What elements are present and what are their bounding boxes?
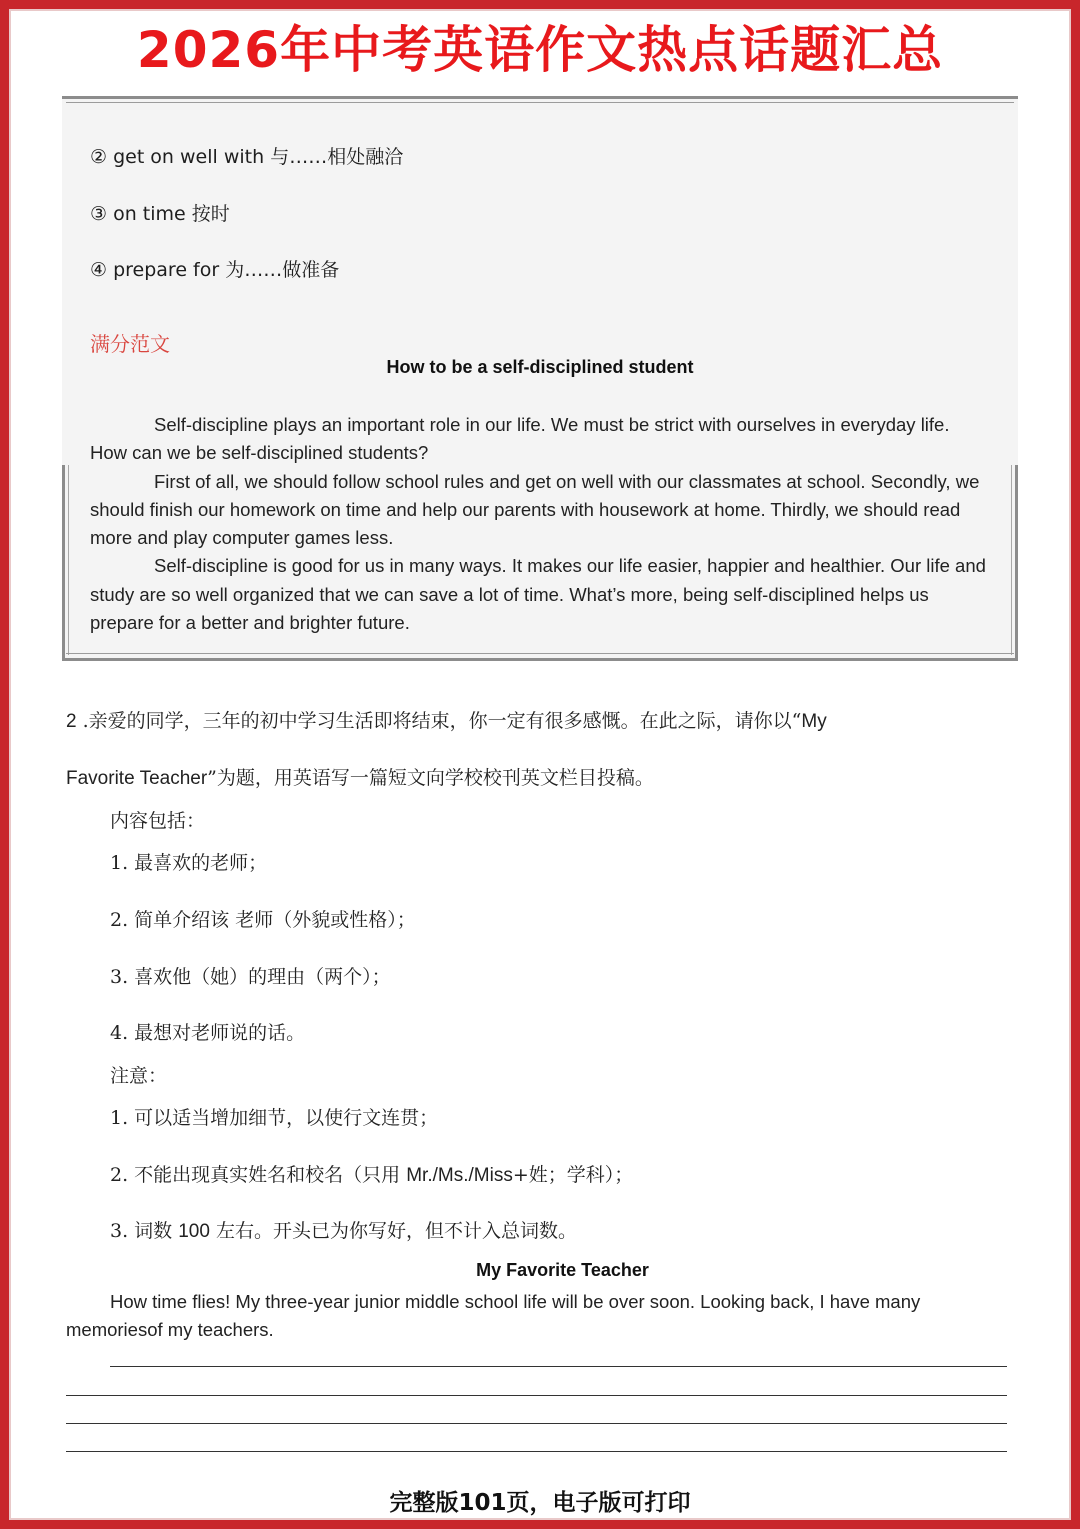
essay-paragraph: Self-discipline is good for us in many ways. It makes our life easier, happier and healthier. Our life and study are so well organized that we can save a lot of time. What’s more, being self-disciplined helps us prepare for a better and brighter future. <box>90 555 986 634</box>
note-text: 2. 不能出现真实姓名和校名（只用 <box>110 1164 407 1186</box>
question-topic: Favorite Teacher <box>66 768 208 789</box>
box-bottom-border <box>62 658 1018 661</box>
model-essay-label: 满分范文 <box>90 332 170 356</box>
question-line-2 <box>66 765 654 792</box>
note-text-en: 100 <box>178 1221 210 1242</box>
box-left-border-inner <box>68 465 69 655</box>
note-item <box>110 1162 633 1189</box>
phrase-item: ② get on well with 与……相处融洽 <box>90 146 404 168</box>
page-title: 2026年中考英语作文热点话题汇总 <box>136 21 944 79</box>
essay-paragraph: First of all, we should follow school rules and get on well with our classmates at school. Secondly, we should finish our homework on time and help our parents with housework at home. Thirdly, we should read more and play computer games less. <box>90 470 980 549</box>
essay-body <box>90 411 990 637</box>
writing-line <box>66 1395 1007 1396</box>
box-top-border-inner <box>66 102 1014 103</box>
question-text-cn: ”为题，用英语写一篇短文向学校校刊英文栏目投稿。 <box>207 767 654 789</box>
question-number: 2 <box>66 711 77 732</box>
content-item: 3. 喜欢他（她）的理由（两个）； <box>110 966 391 988</box>
essay-paragraph: Self-discipline plays an important role in our life. We must be strict with ourselves in everyday life. How can we be self-disciplined students? <box>90 414 950 464</box>
writing-line <box>110 1366 1007 1367</box>
essay-title: How to be a self-disciplined student <box>386 357 694 377</box>
note-text-en: Mr./Ms./Miss <box>406 1165 513 1186</box>
box-left-border <box>62 465 65 661</box>
sample-paragraph: How time flies! My three-year junior middle school life will be over soon. Looking back, I have many memoriesof my teachers. <box>66 1291 921 1341</box>
note-text: 左右。开头已为你写好，但不计入总词数。 <box>209 1220 577 1242</box>
note-item: 1. 可以适当增加细节，以使行文连贯； <box>110 1107 439 1129</box>
phrase-item: ④ prepare for 为……做准备 <box>90 259 340 281</box>
phrase-item: ③ on time 按时 <box>90 203 230 225</box>
box-right-border-inner <box>1011 465 1012 655</box>
question-text-cn: .亲爱的同学，三年的初中学习生活即将结束，你一定有很多感慨。在此之际，请你以“ <box>82 710 802 732</box>
sample-title: My Favorite Teacher <box>476 1260 649 1280</box>
box-right-border <box>1015 465 1018 661</box>
box-bottom-border-inner <box>66 653 1014 654</box>
writing-line <box>66 1423 1007 1424</box>
note-item <box>110 1218 577 1245</box>
question-text-en: My <box>801 711 827 732</box>
content-item: 4. 最想对老师说的话。 <box>110 1022 306 1044</box>
question-line-1 <box>66 708 827 735</box>
note-text: +姓；学科）； <box>512 1164 634 1186</box>
note-text: 3. 词数 <box>110 1220 179 1242</box>
notes-label: 注意： <box>110 1065 168 1087</box>
box-top-border <box>62 96 1018 99</box>
writing-line <box>66 1451 1007 1452</box>
content-label: 内容包括： <box>110 810 206 832</box>
footer-note: 完整版101页，电子版可打印 <box>389 1490 691 1516</box>
sample-opening <box>66 1288 996 1345</box>
content-item: 1. 最喜欢的老师； <box>110 852 268 874</box>
content-item: 2. 简单介绍该 老师（外貌或性格）； <box>110 909 416 931</box>
